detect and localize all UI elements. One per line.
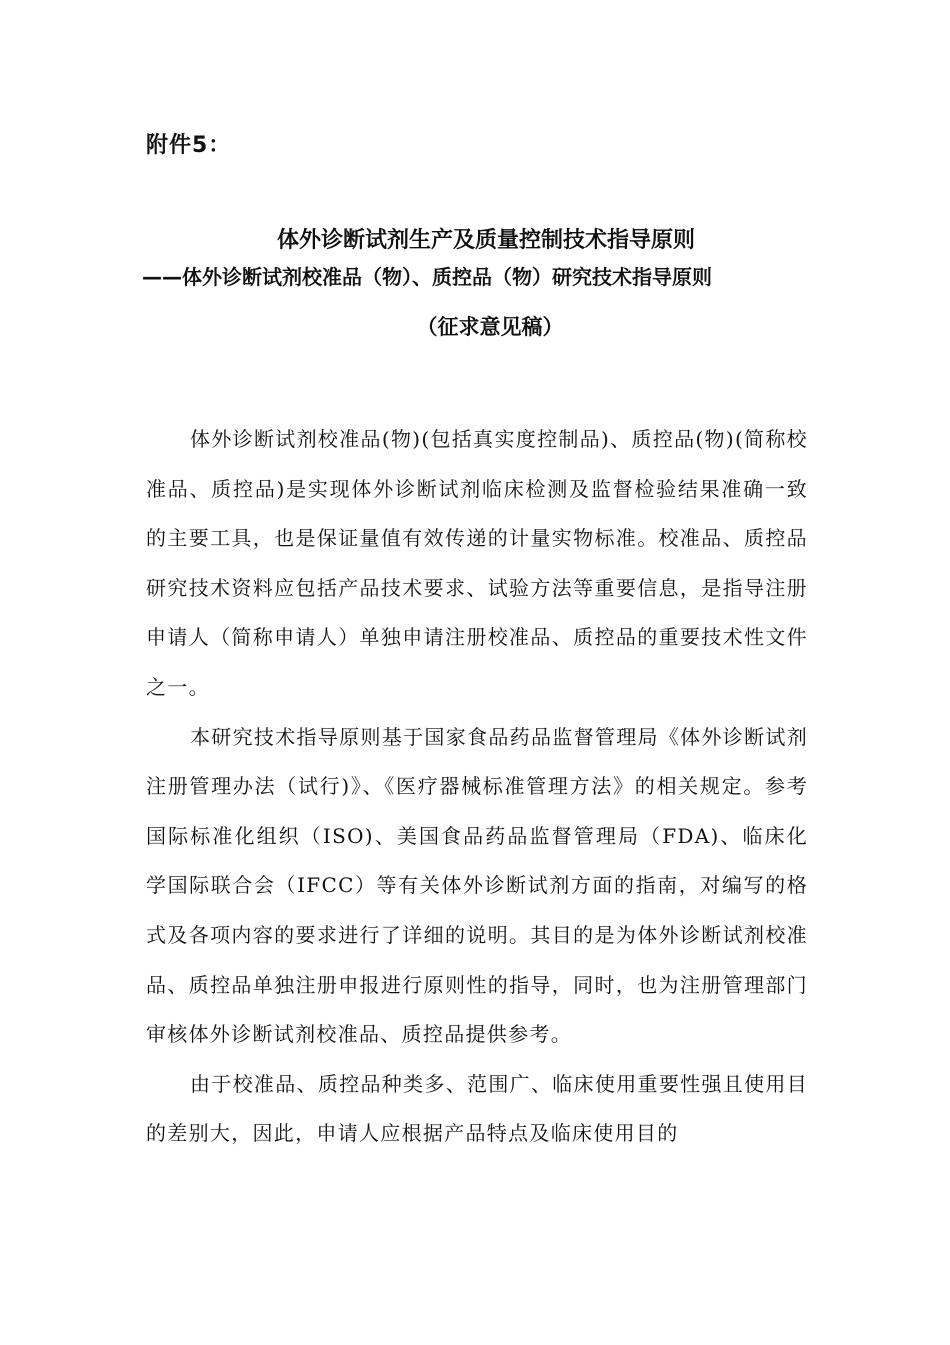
attachment-label: 附件5： [146, 133, 232, 158]
body-paragraph: 本研究技术指导原则基于国家食品药品监督管理局《体外诊断试剂注册管理办法（试行)》、《医疗器械标准管理方法》的相关规定。参考国际标准化组织（ISO)、美国食品药品监督管理局（FDA)、临床化学国际联合会（IFCC）等有关体外诊断试剂方面的指南，对编写的格式及各项内容的要求进行了详细的说明。其目的是为体外诊断试剂校准品、质控品单独注册申报进行原则性的指导，同时，也为注册管理部门审核体外诊断试剂校准品、质控品提供参考。 [146, 724, 808, 1047]
document-title: 体外诊断试剂生产及质量控制技术指导原则 [276, 228, 695, 253]
title-block [142, 225, 806, 343]
document-subtitle: ——体外诊断试剂校准品（物）、质控品（物）研究技术指导原则 [142, 265, 712, 289]
body-paragraph: 由于校准品、质控品种类多、范围广、临床使用重要性强且使用目的差别大，因此，申请人应根据产品特点及临床使用目的 [146, 1071, 808, 1146]
document-body [146, 415, 808, 1159]
draft-note: （征求意见稿） [416, 315, 564, 339]
body-paragraph: 体外诊断试剂校准品(物)(包括真实度控制品)、质控品(物)(简称校准品、质控品)是实现体外诊断试剂临床检测及监督检验结果准确一致的主要工具，也是保证量值有效传递的计量实物标准。校准品、质控品研究技术资料应包括产品技术要求、试验方法等重要信息，是指导注册申请人（简称申请人）单独申请注册校准品、质控品的重要技术性文件之一。 [146, 427, 808, 699]
